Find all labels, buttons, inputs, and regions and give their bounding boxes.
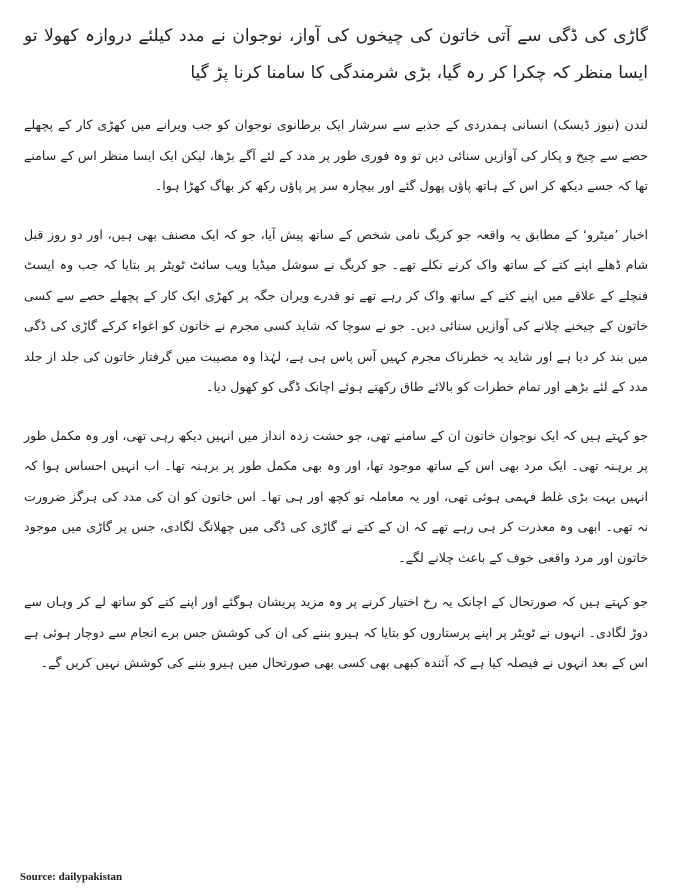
source-credit: Source: dailypakistan <box>20 871 123 883</box>
article-paragraph-incident: اخبار ’میٹرو‘ کے مطابق یہ واقعہ جو کریگ نامی شخص کے ساتھ پیش آیا، جو کہ ایک مصنف بھی ہیں، اور دو روز قبل شام ڈھلے اپنے کتے کے ساتھ واک کرنے نکلے تھے۔ جو کریگ نے سوشل میڈیا ویب سائٹ ٹویٹر پر بتایا کہ جب وہ ایسٹ فنچلے کے علاقے میں اپنے کتے کے ساتھ واک کر رہے تھے تو قدرے ویران جگہ پر کھڑی ایک کار کے پچھلے حصے سے کسی خاتون کے چیخنے چلانے کی آوازیں سنائی دیں۔ جو نے سوچا کہ شاید کسی مجرم نے خاتون کو اغواء کرکے گاڑی کی ڈگی میں بند کر دیا ہے اور شاید یہ خطرناک مجرم کہیں آس پاس ہی ہے، لہٰذا وہ مصیبت میں گرفتار خاتون کی جلد از جلد مدد کے لئے بڑھے اور تمام خطرات کو بالائے طاق رکھتے ہوئے اچانک ڈگی کو کھول دیا۔ <box>24 226 648 394</box>
article-paragraph-intro: لندن (نیوز ڈیسک) انسانی ہمدردی کے جذبے سے سرشار ایک برطانوی نوجوان کو جب ویرانے میں کھڑی کار کے پچھلے حصے سے چیخ و پکار کی آوازیں سنائی دیں تو وہ فوری طور پر مدد کے لئے آگے بڑھا، لیکن ایک ایسا منظر اس کے سامنے تھا کہ جسے دیکھ کر اس کے ہاتھ پاؤں پھول گئے اور بیچارہ سر پر پاؤں رکھ کر بھاگ کھڑا ہوا۔ <box>24 117 648 193</box>
article-paragraph-discovery: جو کہتے ہیں کہ ایک نوجوان خاتون ان کے سامنے تھی، جو حشت زدہ انداز میں انہیں دیکھ رہی تھی، اور وہ مکمل طور پر برہنہ تھی۔ ایک مرد بھی اس کے ساتھ موجود تھا، اور وہ بھی مکمل طور پر برہنہ تھا۔ اب انہیں احساس ہوا کہ انہیں بہت بڑی غلط فہمی ہوئی تھی، اور یہ معاملہ تو کچھ اور ہی تھا۔ اس خاتون کو ان کی مدد کی ہرگز ضرورت نہ تھی۔ ابھی وہ معذرت کر ہی رہے تھے کہ ان کے کتے نے گاڑی کی ڈگی میں چھلانگ لگادی، جس پر گاڑی میں موجود خاتون اور مرد واقعی خوف کے باعث چلانے لگے۔ <box>24 427 648 565</box>
article-paragraph-conclusion: جو کہتے ہیں کہ صورتحال کے اچانک یہ رخ اختیار کرنے پر وہ مزید پریشان ہوگئے اور اپنے کتے کو ساتھ لے کر وہاں سے دوڑ لگادی۔ انہوں نے ٹویٹر پر اپنے پرستاروں کو بتایا کہ ہیرو بننے کی ان کی کوشش جس برے انجام سے دوچار ہوئی ہے اس کے بعد انہوں نے فیصلہ کیا ہے کہ آئندہ کبھی بھی کسی بھی صورتحال میں ہیرو بننے کی کوشش نہیں کریں گے۔ <box>24 594 648 670</box>
article-headline: گاڑی کی ڈگی سے آتی خاتون کی چیخوں کی آواز، نوجوان نے مدد کیلئے دروازہ کھولا تو ایسا منظر کہ چکرا کر رہ گیا، بڑی شرمندگی کا سامنا کرنا پڑ گیا <box>24 26 648 83</box>
